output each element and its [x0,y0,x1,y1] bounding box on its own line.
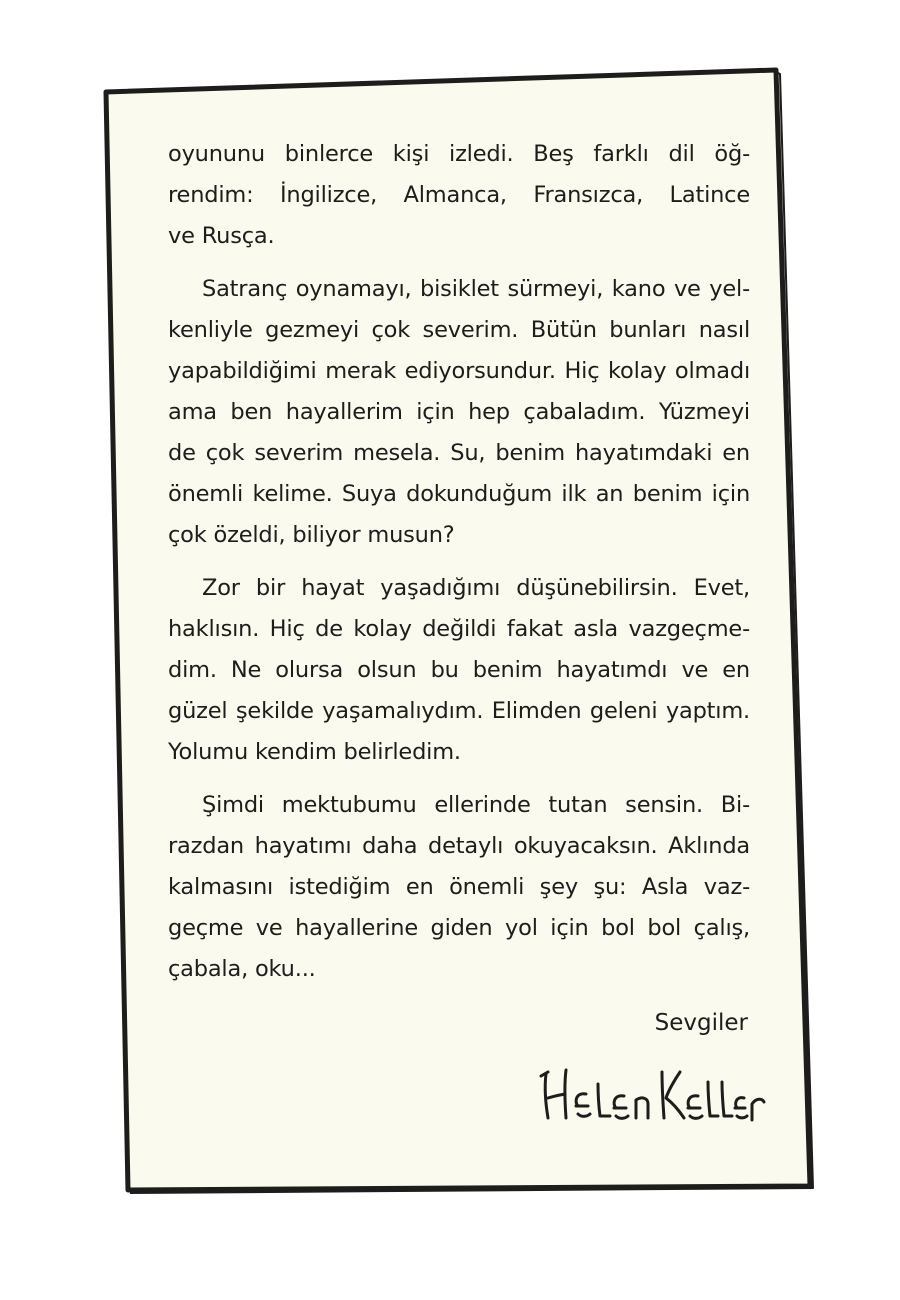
text-line: Zor bir hayat yaşadığımı düşünebilirsin. Evet, [202,575,750,601]
handwritten-signature [538,1062,768,1132]
text-line: geçme ve hayallerine giden yol için bol bol çalış, [168,915,750,941]
letter-paragraph-1 [168,134,750,257]
text-line: çabala, oku... [168,956,316,982]
text-line: önemli kelime. Suya dokunduğum ilk an benim için [168,481,750,507]
text-line: kalmasını istediğim en önemli şey şu: Asla vaz- [168,874,750,900]
text-line: oyununu binlerce kişi izledi. Beş farklı dil öğ- [168,141,750,167]
text-line: kenliyle gezmeyi çok severim. Bütün bunları nasıl [168,317,750,343]
text-line: razdan hayatımı daha detaylı okuyacaksın. Aklında [168,833,750,859]
text-line: ve Rusça. [168,223,275,249]
text-line: güzel şekilde yaşamalıydım. Elimden geleni yaptım. [168,698,750,724]
text-line: dim. Ne olursa olsun bu benim hayatımdı ve en [168,657,750,683]
text-line: rendim: İngilizce, Almanca, Fransızca, Latince [168,182,750,208]
letter-paragraph-4 [168,785,750,990]
letter-paragraph-2 [168,269,750,556]
letter-closing: Sevgiler [654,1010,748,1036]
text-line: Yolumu kendim belirledim. [168,739,461,765]
text-line: haklısın. Hiç de kolay değildi fakat asla vazgeçme- [168,616,750,642]
text-line: Satranç oynamayı, bisiklet sürmeyi, kano ve yel- [202,276,750,302]
text-line: ama ben hayallerim için hep çabaladım. Yüzmeyi [168,399,750,425]
text-line: Şimdi mektubumu ellerinde tutan sensin. Bi- [202,792,750,818]
text-line: de çok severim mesela. Su, benim hayatımdaki en [168,440,750,466]
text-line: yapabildiğimi merak ediyorsundur. Hiç kolay olmadı [168,358,750,384]
letter-body [168,134,750,1002]
text-line: çok özeldi, biliyor musun? [168,522,455,548]
letter-paragraph-3 [168,568,750,773]
